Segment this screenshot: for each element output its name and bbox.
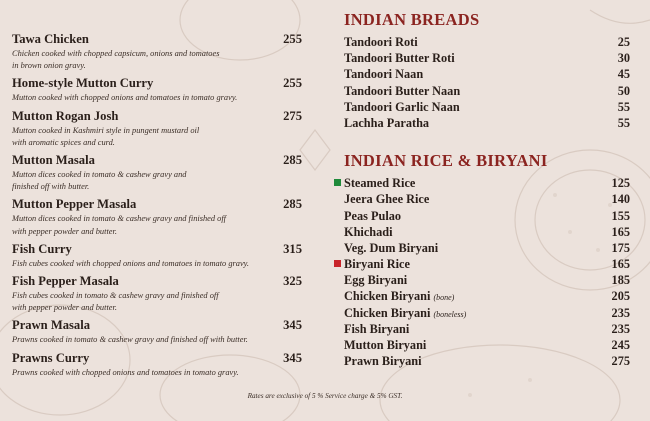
item-name: Mutton Biryani bbox=[344, 338, 427, 352]
item-name: Jeera Ghee Rice bbox=[344, 192, 430, 207]
menu-item bbox=[12, 31, 302, 72]
item-description: Mutton cooked in Kashmiri style in pungent mustard oil with aromatic spices and curd. bbox=[12, 125, 200, 147]
menu-item bbox=[12, 317, 302, 346]
menu-item bbox=[344, 208, 630, 224]
menu-item bbox=[344, 272, 630, 288]
menu-item bbox=[344, 337, 630, 353]
rice-list bbox=[344, 175, 630, 369]
item-price: 245 bbox=[611, 338, 630, 352]
item-price: 30 bbox=[617, 51, 630, 66]
item-price: 25 bbox=[617, 35, 630, 49]
menu-item bbox=[344, 50, 630, 66]
item-price: 175 bbox=[611, 240, 630, 255]
item-name: Tandoori Garlic Naan bbox=[344, 99, 460, 114]
menu-item bbox=[344, 240, 630, 256]
item-description: Mutton dices cooked in tomato & cashew gravy and finished off with pepper powder and butter. bbox=[12, 214, 226, 236]
item-name: Fish Biryani bbox=[344, 321, 410, 336]
item-price: 255 bbox=[283, 76, 302, 91]
item-price: 235 bbox=[611, 305, 630, 320]
item-price: 50 bbox=[617, 83, 630, 98]
item-description: Prawns cooked with chopped onions and tomatoes in tomato gravy. bbox=[12, 367, 239, 377]
item-price: 55 bbox=[617, 99, 630, 114]
item-price: 165 bbox=[611, 224, 630, 239]
menu-item bbox=[344, 99, 630, 115]
item-price: 255 bbox=[283, 32, 302, 46]
menu-item bbox=[344, 66, 630, 82]
footer-note: Rates are exclusive of 5 % Service charge & 5% GST. bbox=[247, 392, 403, 400]
menu-item bbox=[12, 241, 302, 270]
section-title-rice: INDIAN RICE & BIRYANI bbox=[344, 151, 548, 171]
item-price: 55 bbox=[617, 115, 630, 130]
item-name: Home-style Mutton Curry bbox=[12, 76, 154, 91]
menu-item bbox=[12, 196, 302, 237]
item-price: 275 bbox=[283, 108, 302, 123]
menu-item bbox=[344, 224, 630, 240]
item-name: Prawn Masala bbox=[12, 318, 91, 333]
item-description: Mutton dices cooked in tomato & cashew gravy and finished off with butter. bbox=[12, 170, 187, 192]
menu-item bbox=[344, 191, 630, 207]
item-name: Chicken Biryani (boneless) bbox=[344, 305, 467, 320]
item-price: 165 bbox=[611, 257, 630, 272]
item-name: Tandoori Butter Naan bbox=[344, 83, 461, 98]
left-menu-column bbox=[12, 31, 302, 382]
item-name: Tandoori Roti bbox=[344, 35, 418, 49]
menu-item bbox=[344, 353, 630, 369]
item-price: 275 bbox=[611, 354, 630, 369]
item-price: 155 bbox=[611, 208, 630, 223]
item-price: 345 bbox=[283, 318, 302, 333]
item-name: Mutton Pepper Masala bbox=[12, 197, 137, 212]
item-price: 45 bbox=[617, 67, 630, 82]
menu-item bbox=[344, 256, 630, 272]
item-name: Veg. Dum Biryani bbox=[344, 240, 439, 255]
veg-marker-icon bbox=[334, 179, 341, 186]
item-name: Khichadi bbox=[344, 224, 393, 239]
item-name: Tawa Chicken bbox=[12, 32, 89, 46]
item-note: (bone) bbox=[433, 293, 455, 303]
item-description: Fish cubes cooked in tomato & cashew gravy and finished off with pepper powder and butter. bbox=[12, 291, 219, 313]
item-price: 315 bbox=[283, 241, 302, 256]
item-name: Lachha Paratha bbox=[344, 115, 430, 130]
item-note: (boneless) bbox=[433, 309, 467, 319]
menu-item bbox=[12, 350, 302, 379]
menu-item bbox=[12, 273, 302, 314]
right-menu-column bbox=[334, 10, 630, 369]
item-price: 205 bbox=[611, 289, 630, 304]
menu-item bbox=[12, 152, 302, 193]
item-name: Prawn Biryani bbox=[344, 354, 422, 369]
item-description: Mutton cooked with chopped onions and tomatoes in tomato gravy. bbox=[12, 93, 238, 103]
non-veg-marker-icon bbox=[334, 260, 341, 267]
item-name: Tandoori Butter Roti bbox=[344, 51, 455, 66]
menu-item bbox=[344, 115, 630, 131]
item-price: 140 bbox=[611, 192, 630, 207]
menu-item bbox=[344, 83, 630, 99]
menu-item bbox=[344, 288, 630, 304]
item-name: Steamed Rice bbox=[344, 176, 416, 191]
item-price: 285 bbox=[283, 197, 302, 212]
item-name: Fish Curry bbox=[12, 241, 72, 256]
item-name: Egg Biryani bbox=[344, 273, 408, 288]
item-name: Fish Pepper Masala bbox=[12, 274, 119, 289]
item-description: Fish cubes cooked with chopped onions and tomatoes in tomato gravy. bbox=[12, 258, 250, 268]
item-price: 235 bbox=[611, 321, 630, 336]
menu-item bbox=[12, 75, 302, 104]
item-price: 325 bbox=[283, 274, 302, 289]
section-title-breads: INDIAN BREADS bbox=[344, 10, 480, 29]
item-name: Tandoori Naan bbox=[344, 67, 424, 82]
menu-item bbox=[344, 321, 630, 337]
item-name: Peas Pulao bbox=[344, 208, 402, 223]
menu-item bbox=[344, 34, 630, 50]
menu-item bbox=[12, 108, 302, 149]
item-name: Prawns Curry bbox=[12, 350, 90, 365]
item-price: 285 bbox=[283, 153, 302, 168]
item-price: 125 bbox=[611, 176, 630, 191]
item-name: Mutton Rogan Josh bbox=[12, 108, 119, 123]
menu-item bbox=[344, 175, 630, 191]
item-name: Chicken Biryani (bone) bbox=[344, 289, 455, 304]
item-name: Mutton Masala bbox=[12, 153, 95, 168]
item-description: Chicken cooked with chopped capsicum, onions and tomatoes in brown onion gravy. bbox=[12, 49, 220, 71]
item-description: Prawns cooked in tomato & cashew gravy and finished off with butter. bbox=[12, 335, 248, 345]
breads-list bbox=[344, 34, 630, 131]
menu-item bbox=[344, 305, 630, 321]
item-price: 345 bbox=[283, 350, 302, 365]
item-name: Biryani Rice bbox=[344, 257, 410, 272]
item-price: 185 bbox=[611, 273, 630, 288]
